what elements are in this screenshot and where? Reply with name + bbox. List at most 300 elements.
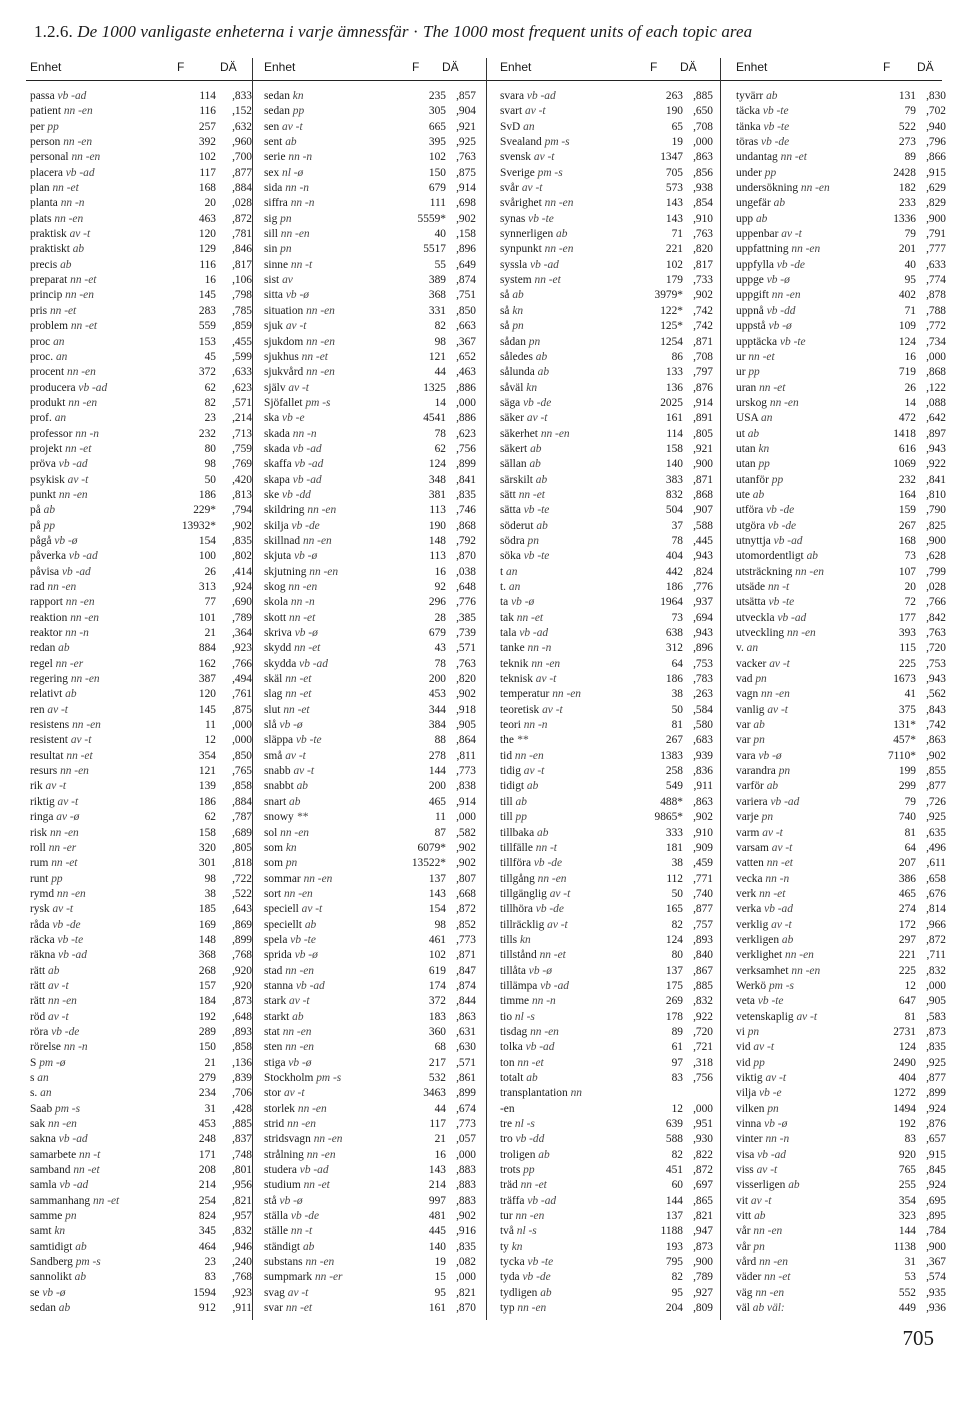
dispersion-value: ,857: [456, 90, 476, 102]
dispersion-value: ,766: [232, 657, 252, 670]
unit-entry: [500, 304, 523, 319]
table-row: [264, 764, 478, 779]
unit-code: nn -n: [292, 427, 317, 440]
unit-entry: [736, 856, 793, 871]
frequency-value: 1347: [660, 151, 683, 164]
unit-code: vb -ad: [78, 381, 108, 394]
frequency-value: 449: [898, 1302, 916, 1315]
unit-entry: [264, 227, 310, 242]
dispersion-value: ,748: [232, 1148, 252, 1161]
frequency-value: 201: [898, 243, 916, 256]
unit-word: teoretisk: [500, 703, 540, 716]
unit-code: nn -en: [771, 289, 801, 302]
unit-code: vb -de: [291, 519, 320, 532]
frequency-value: 82: [204, 396, 216, 409]
dispersion-value: ,763: [456, 151, 476, 164]
table-row: [500, 150, 714, 165]
dispersion-value: ,922: [926, 458, 946, 471]
unit-code: vb -te: [523, 504, 550, 517]
dispersion-value: ,574: [926, 1271, 946, 1284]
dispersion-value: ,902: [456, 1210, 476, 1223]
unit-code: pp: [515, 811, 527, 824]
unit-word: söderut: [500, 519, 534, 532]
unit-word: riktig: [30, 795, 55, 808]
dispersion-value: ,900: [693, 1256, 713, 1269]
frequency-value: 354: [198, 749, 216, 762]
table-row: [736, 503, 948, 518]
unit-entry: [30, 764, 89, 779]
unit-entry: [264, 595, 315, 610]
dispersion-value: ,832: [232, 1225, 252, 1238]
dispersion-value: ,158: [456, 228, 476, 241]
unit-entry: [500, 473, 547, 488]
frequency-value: 289: [198, 1025, 216, 1038]
unit-entry: [500, 150, 554, 165]
unit-entry: [264, 826, 309, 841]
frequency-value: 464: [198, 1240, 216, 1253]
unit-word: snowy: [264, 811, 294, 824]
dispersion-value: ,874: [456, 274, 476, 287]
dispersion-value: ,870: [456, 1302, 476, 1315]
unit-entry: [264, 473, 322, 488]
unit-word: uppstå: [736, 320, 766, 333]
unit-word: se: [30, 1286, 40, 1299]
dispersion-value: ,776: [693, 581, 713, 593]
table-row: [264, 135, 478, 150]
table-row: [264, 120, 478, 135]
unit-word: påverka: [30, 550, 67, 563]
unit-code: nn -et: [764, 1271, 791, 1284]
frequency-value: 12: [204, 734, 216, 747]
frequency-value: 402: [898, 289, 916, 302]
unit-code: pm -s: [544, 136, 570, 149]
unit-word: rörelse: [30, 1041, 61, 1054]
table-row: [736, 1040, 948, 1055]
dispersion-value: ,877: [693, 903, 713, 916]
dispersion-value: ,902: [693, 811, 713, 824]
dispersion-value: ,668: [456, 887, 476, 900]
unit-word: system: [500, 274, 532, 287]
unit-word: planta: [30, 197, 58, 210]
frequency-value: 177: [898, 611, 916, 624]
unit-word: veta: [736, 995, 755, 1008]
dispersion-value: ,902: [456, 688, 476, 701]
unit-entry: [30, 994, 77, 1009]
unit-code: nn -en: [791, 964, 821, 977]
table-row: [30, 1163, 252, 1178]
table-row: [736, 242, 948, 257]
frequency-value: 16: [904, 350, 916, 363]
table-row: [500, 503, 714, 518]
unit-word: sen: [264, 120, 280, 133]
frequency-value: 305: [428, 105, 446, 118]
unit-code: nn -n: [527, 642, 552, 655]
frequency-value: 619: [428, 964, 446, 977]
table-row: [30, 1086, 252, 1101]
unit-word: vatten: [736, 857, 764, 870]
unit-word: ständigt: [264, 1240, 301, 1253]
unit-entry: [500, 427, 570, 442]
unit-entry: [500, 457, 541, 472]
unit-word: södra: [500, 534, 525, 547]
dispersion-value: ,796: [926, 136, 946, 149]
unit-entry: [264, 948, 318, 963]
unit-code: vb -te: [290, 933, 316, 946]
dispersion-value: ,872: [232, 212, 252, 225]
unit-entry: [736, 872, 789, 887]
dispersion-value: ,925: [926, 811, 946, 824]
dispersion-value: ,630: [456, 1041, 476, 1054]
unit-word: ställa: [264, 1210, 289, 1223]
dispersion-value: ,836: [693, 765, 713, 778]
dispersion-value: ,522: [232, 887, 252, 900]
frequency-value: 186: [665, 581, 683, 593]
dispersion-value: ,885: [693, 90, 713, 102]
unit-word: stiga: [264, 1056, 286, 1069]
dispersion-value: ,902: [456, 857, 476, 870]
unit-entry: [30, 611, 99, 626]
unit-code: nn -et: [285, 673, 312, 686]
dispersion-value: ,947: [693, 1225, 713, 1238]
unit-word: utsträckning: [736, 565, 793, 578]
unit-word: räkna: [30, 949, 56, 962]
table-row: [30, 718, 252, 733]
frequency-value: 144: [898, 1225, 916, 1238]
unit-code: nn -et: [534, 274, 561, 287]
unit-entry: [264, 350, 328, 365]
dispersion-value: ,877: [926, 780, 946, 793]
unit-code: kn: [526, 381, 538, 394]
unit-entry: [30, 473, 88, 488]
table-row: [736, 1224, 948, 1239]
frequency-value: 61: [671, 1041, 683, 1054]
dispersion-value: ,785: [232, 304, 252, 317]
unit-word: ringa: [30, 811, 54, 824]
frequency-value: 50: [204, 473, 216, 486]
frequency-value: 504: [665, 504, 683, 517]
unit-word: sak: [30, 1118, 46, 1131]
table-row: [264, 212, 478, 227]
frequency-value: 26: [204, 565, 216, 578]
unit-word: rysk: [30, 903, 50, 916]
unit-entry: [30, 687, 77, 702]
unit-entry: [736, 442, 769, 457]
unit-word: urskog: [736, 396, 768, 409]
dispersion-value: ,863: [456, 1010, 476, 1023]
unit-code: nn -n: [65, 627, 89, 640]
unit-code: vb -de: [766, 504, 795, 517]
unit-code: nn -en: [786, 627, 816, 640]
unit-entry: [264, 135, 297, 150]
dispersion-value: ,873: [693, 1240, 713, 1253]
unit-word: såväl: [500, 381, 524, 394]
unit-code: vb -ad: [527, 1194, 557, 1207]
dispersion-value: ,899: [926, 1087, 946, 1100]
frequency-value: 824: [198, 1210, 216, 1223]
unit-word: sprida: [264, 949, 292, 962]
unit-entry: [736, 1010, 817, 1025]
frequency-value: 274: [898, 903, 916, 916]
unit-entry: [500, 826, 548, 841]
header-unit: Enhet: [500, 60, 532, 74]
unit-code: nn -en: [58, 488, 88, 501]
table-row: [500, 89, 714, 104]
unit-code: ab: [48, 964, 60, 977]
unit-entry: [264, 1270, 342, 1285]
unit-word: skillnad: [264, 534, 301, 547]
dispersion-value: ,611: [926, 857, 946, 870]
unit-entry: [30, 1209, 77, 1224]
unit-word: vi: [736, 1025, 745, 1038]
table-row: [736, 335, 948, 350]
dispersion-value: ,940: [926, 120, 946, 133]
frequency-value: 1673: [893, 673, 916, 686]
frequency-value: 225: [898, 657, 916, 670]
unit-entry: [736, 181, 830, 196]
frequency-value: 62: [434, 442, 446, 455]
unit-entry: [30, 856, 77, 871]
unit-word: resurs: [30, 765, 58, 778]
unit-entry: [500, 841, 557, 856]
unit-word: slag: [264, 688, 283, 701]
unit-entry: [500, 288, 524, 303]
frequency-value: 2025: [660, 396, 683, 409]
unit-code: nn -et: [49, 304, 77, 317]
frequency-value: 168: [198, 182, 216, 195]
unit-word: vid: [736, 1056, 751, 1069]
unit-word: vinna: [736, 1118, 762, 1131]
unit-code: nn -en: [71, 151, 101, 164]
dispersion-value: ,855: [926, 765, 946, 778]
unit-code: nn -n: [290, 596, 315, 609]
unit-entry: [30, 810, 79, 825]
unit-word: passa: [30, 90, 55, 102]
table-row: [30, 120, 252, 135]
dispersion-value: ,676: [926, 887, 946, 900]
table-row: [736, 1270, 948, 1285]
unit-code: ab: [781, 933, 794, 946]
dispersion-value: ,000: [456, 396, 476, 409]
unit-word: röd: [30, 1010, 46, 1023]
unit-word: varm: [736, 826, 760, 839]
table-row: [500, 473, 714, 488]
table-row: [264, 1056, 478, 1071]
frequency-value: 5517: [423, 243, 446, 256]
unit-code: pm -s: [768, 979, 794, 992]
table-row: [30, 1286, 252, 1301]
table-row: [500, 948, 714, 963]
frequency-value: 267: [665, 734, 683, 747]
frequency-value: 488*: [660, 795, 683, 808]
table-row: [736, 703, 948, 718]
frequency-value: 154: [198, 534, 216, 547]
frequency-value: 2731: [893, 1025, 916, 1038]
dispersion-value: ,902: [456, 841, 476, 854]
unit-entry: [500, 242, 573, 257]
unit-word: uran: [736, 381, 757, 394]
unit-entry: [500, 902, 564, 917]
table-row: [736, 319, 948, 334]
unit-entry: [500, 1270, 551, 1285]
unit-entry: [264, 89, 304, 104]
unit-code: kn: [511, 1240, 523, 1253]
unit-word: per: [30, 120, 45, 133]
dispersion-value: ,571: [456, 1056, 476, 1069]
unit-word: rätt: [30, 979, 46, 992]
frequency-value: 145: [198, 289, 216, 302]
dispersion-value: ,943: [693, 627, 713, 640]
frequency-value: 21: [434, 1133, 446, 1146]
table-row: [264, 488, 478, 503]
unit-entry: [30, 1086, 52, 1101]
unit-entry: [264, 718, 303, 733]
dispersion-value: ,726: [926, 795, 946, 808]
unit-entry: [500, 672, 556, 687]
unit-code: ab: [72, 243, 85, 256]
unit-entry: [736, 104, 789, 119]
unit-code: vb -ad: [61, 565, 91, 578]
unit-entry: [736, 519, 796, 534]
dispersion-value: ,891: [693, 412, 713, 425]
table-row: [500, 979, 714, 994]
unit-entry: [264, 1117, 316, 1132]
frequency-value: 102: [428, 949, 446, 962]
frequency-value: 296: [428, 596, 446, 609]
dispersion-value: ,571: [456, 642, 476, 655]
unit-word: placera: [30, 166, 63, 179]
table-row: [264, 810, 478, 825]
unit-code: ab: [535, 473, 548, 486]
unit-word: på: [30, 504, 41, 517]
unit-entry: [30, 258, 71, 273]
unit-word: redan: [30, 642, 56, 655]
table-row: [500, 1163, 714, 1178]
unit-code: pp: [292, 105, 305, 118]
unit-code: pn: [753, 734, 765, 747]
header-freq: F: [177, 60, 185, 74]
table-row: [30, 749, 252, 764]
table-row: [264, 1025, 478, 1040]
dispersion-value: ,706: [232, 1087, 252, 1100]
unit-code: pm -s: [316, 1072, 342, 1084]
unit-code: av -t: [753, 1041, 774, 1054]
dispersion-value: ,000: [693, 1102, 713, 1115]
column-divider: [252, 58, 253, 1320]
frequency-value: 145: [198, 703, 216, 716]
unit-word: vård: [736, 1256, 757, 1269]
frequency-value: 113: [429, 550, 446, 563]
dispersion-value: ,769: [232, 458, 252, 471]
unit-code: ab: [766, 90, 778, 102]
frequency-value: 1272: [893, 1087, 916, 1100]
unit-code: kn: [512, 304, 524, 317]
unit-code: nn -en: [800, 182, 830, 195]
frequency-value: 221: [665, 243, 683, 256]
dispersion-value: ,702: [926, 105, 946, 118]
table-row: [500, 411, 714, 426]
table-row: [500, 442, 714, 457]
unit-code: pp: [764, 166, 777, 179]
table-row: [264, 1117, 478, 1132]
unit-code: nn -en: [515, 1210, 545, 1223]
table-row: [264, 611, 478, 626]
unit-word: utomordentligt: [736, 550, 804, 563]
unit-entry: [736, 89, 777, 104]
dispersion-value: ,847: [456, 964, 476, 977]
unit-entry: [500, 718, 547, 733]
unit-entry: [264, 1132, 342, 1147]
frequency-value: 263: [665, 90, 683, 102]
title-swedish: De 1000 vanligaste enheterna i varje ämnessfär: [77, 22, 409, 41]
unit-code: nn -er: [55, 657, 84, 670]
frequency-value: 124: [898, 1041, 916, 1054]
unit-word: under: [736, 166, 762, 179]
dispersion-value: ,861: [456, 1072, 476, 1084]
unit-code: nn -et: [66, 749, 93, 762]
dispersion-value: ,810: [926, 488, 946, 501]
unit-list-2: [264, 89, 478, 1317]
unit-word: säkert: [500, 442, 528, 455]
unit-code: nn -n: [63, 1041, 88, 1054]
unit-code: vb -te: [523, 550, 550, 563]
frequency-value: 333: [665, 826, 683, 839]
unit-word: täcka: [736, 105, 761, 118]
dispersion-value: ,658: [926, 872, 946, 885]
unit-code: vb -ad: [292, 442, 322, 455]
frequency-value: 348: [428, 473, 446, 486]
dispersion-value: ,768: [232, 1271, 252, 1284]
dispersion-value: ,582: [456, 826, 476, 839]
dispersion-value: ,864: [456, 734, 476, 747]
unit-word: S: [30, 1056, 37, 1069]
unit-word: ställe: [264, 1225, 289, 1238]
unit-entry: [30, 288, 94, 303]
frequency-value: 82: [671, 918, 683, 931]
dispersion-value: ,711: [926, 949, 946, 962]
unit-entry: [30, 964, 59, 979]
title-separator: ·: [412, 22, 419, 41]
dispersion-value: ,843: [926, 703, 946, 716]
table-row: [264, 304, 478, 319]
table-row: [264, 749, 478, 764]
table-row: [30, 856, 252, 871]
frequency-value: 175: [665, 979, 683, 992]
frequency-value: 3979*: [654, 289, 683, 302]
dispersion-value: ,835: [926, 1041, 946, 1054]
dispersion-value: ,920: [232, 964, 252, 977]
unit-word: s.: [30, 1087, 38, 1100]
frequency-value: 98: [434, 335, 446, 348]
unit-code: ab: [788, 1179, 800, 1192]
unit-word: tillräcklig: [500, 918, 545, 931]
table-row: [30, 242, 252, 257]
frequency-value: 174: [428, 979, 446, 992]
unit-word: rapport: [30, 596, 63, 609]
unit-entry: [500, 994, 556, 1009]
unit-code: **: [296, 811, 308, 824]
unit-entry: [264, 258, 312, 273]
unit-entry: [264, 273, 293, 288]
frequency-value: 143: [428, 887, 446, 900]
unit-code: ab: [65, 688, 77, 701]
unit-code: nn -er: [314, 1271, 343, 1284]
unit-word: sammanhang: [30, 1194, 91, 1207]
unit-code: vb -te: [757, 995, 784, 1008]
dispersion-value: ,633: [232, 366, 252, 379]
unit-code: ab: [540, 1286, 552, 1299]
unit-word: utan: [736, 442, 756, 455]
frequency-value: 192: [198, 1010, 216, 1023]
